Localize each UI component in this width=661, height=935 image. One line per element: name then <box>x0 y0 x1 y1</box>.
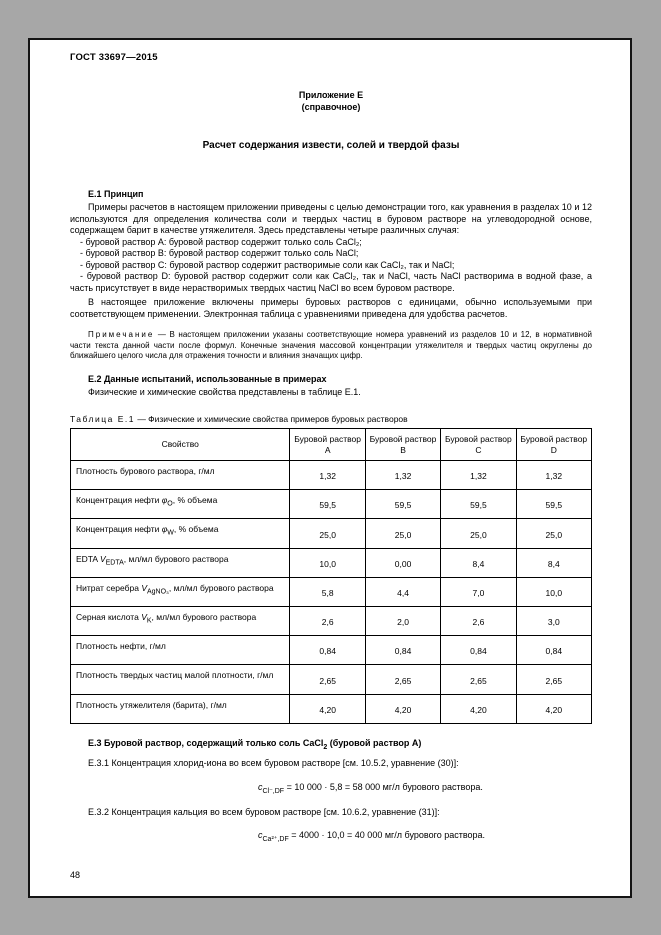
table-cell: 0,84 <box>365 636 440 665</box>
paragraph-e1-intro: Примеры расчетов в настоящем приложении приведены с целью демонстрации того, как уравнения в разделах 10 и 12 используются для определения количества соли и твердых частиц в буровом растворе на углеводородной основе, содержащем барит в качестве утяжелителя. Здесь представлены четыре различных случая: <box>70 202 592 235</box>
table-cell: 59,5 <box>290 490 365 519</box>
table-header-row <box>71 429 592 461</box>
note-label: Примечание <box>88 330 155 339</box>
table-cell: 59,5 <box>441 490 516 519</box>
table-cell: 2,65 <box>441 665 516 694</box>
appendix-line1: Приложение Е <box>298 90 364 100</box>
table-cell: 2,65 <box>290 665 365 694</box>
table-row-label: Концентрация нефти $\varphi_O$, % объема <box>71 490 290 519</box>
table-row-label: Плотность бурового раствора, г/мл <box>71 461 290 490</box>
list-item-mud-a: - буровой раствор A: буровой раствор содержит только соль CaCl₂; <box>80 236 362 247</box>
table-row <box>71 461 592 490</box>
table-row <box>71 606 592 635</box>
table-row <box>71 694 592 723</box>
section-e3-heading: Е.3 Буровой раствор, содержащий только соль CaCl$_2$ (буровой раствор A) <box>88 737 422 751</box>
table-row <box>71 490 592 519</box>
table-caption-text: — Физические и химические свойства примеров буровых растворов <box>134 414 408 424</box>
formula-e32: $c_{Ca^{2+},DF} = 4000 \cdot 10,0 = 40$ 000 мг/л бурового раствора. <box>258 830 486 844</box>
note <box>70 330 592 362</box>
table-row-label: Плотность утяжелителя (барита), г/мл <box>71 694 290 723</box>
table-row-label: Плотность твердых частиц малой плотности, г/мл <box>71 665 290 694</box>
table-header-mud-a: Буровой раствор A <box>290 429 365 461</box>
table-cell: 5,8 <box>290 577 365 606</box>
paragraph-e32: Е.3.2 Концентрация кальция во всем буровом растворе [см. 10.6.2, уравнение (31)]: <box>88 806 440 817</box>
list-item-mud-c: - буровой раствор C: буровой раствор содержит растворимые соли как CaCl₂, так и NaCl; <box>80 259 455 270</box>
properties-table <box>70 428 592 724</box>
table-header-mud-b: Буровой раствор B <box>365 429 440 461</box>
list-item-mud-d: - буровой раствор D: буровой раствор содержит соли как CaCl₂, так и NaCl, часть NaCl растворима в водной фазе, а часть присутствует в виде нерастворимых твердых частиц NaCl во всем буровом растворе. <box>70 271 592 293</box>
table-header-mud-d: Буровой раствор D <box>516 429 591 461</box>
page-number: 48 <box>70 870 81 880</box>
document-title: Расчет содержания извести, солей и твердой фазы <box>202 140 460 151</box>
table-cell: 2,65 <box>516 665 591 694</box>
table-cell: 0,00 <box>365 548 440 577</box>
list-item-mud-b: - буровой раствор B: буровой раствор содержит только соль NaCl; <box>80 248 359 258</box>
table-cell: 2,65 <box>365 665 440 694</box>
table-cell: 25,0 <box>516 519 591 548</box>
paragraph-e2: Физические и химические свойства представлены в таблице Е.1. <box>88 386 361 397</box>
paragraph-e1-units: В настоящее приложение включены примеры буровых растворов с единицами, обычно используемыми при соответствующем применении. Электронная таблица с уравнениями приведена для удобства расчетов. <box>70 297 592 319</box>
table-cell: 4,20 <box>441 694 516 723</box>
table-cell: 25,0 <box>290 519 365 548</box>
section-e2-heading: Е.2 Данные испытаний, использованные в примерах <box>88 373 327 384</box>
table-row-label: Нитрат серебра $V_{AgNO_3}$, мл/мл бурового раствора <box>71 577 290 606</box>
table-row <box>71 548 592 577</box>
table-row <box>71 665 592 694</box>
paragraph-e31: Е.3.1 Концентрация хлорид-иона во всем буровом растворе [см. 10.5.2, уравнение (30)]: <box>88 758 459 769</box>
table-cell: 4,4 <box>365 577 440 606</box>
table-cell: 4,20 <box>290 694 365 723</box>
table-row-label: Концентрация нефти $\varphi_W$, % объема <box>71 519 290 548</box>
table-cell: 0,84 <box>441 636 516 665</box>
table-cell: 8,4 <box>441 548 516 577</box>
table-header-property: Свойство <box>71 429 290 461</box>
table-header-mud-c: Буровой раствор C <box>441 429 516 461</box>
document-page <box>28 38 632 898</box>
table-row <box>71 519 592 548</box>
appendix-heading <box>70 90 592 113</box>
table-cell: 2,6 <box>290 606 365 635</box>
table-cell: 1,32 <box>365 461 440 490</box>
table-cell: 25,0 <box>365 519 440 548</box>
table-cell: 25,0 <box>441 519 516 548</box>
table-cell: 0,84 <box>290 636 365 665</box>
table-row <box>71 636 592 665</box>
table-caption <box>70 414 592 424</box>
table-cell: 1,32 <box>441 461 516 490</box>
table-cell: 2,6 <box>441 606 516 635</box>
table-cell: 10,0 <box>516 577 591 606</box>
section-e1-heading: Е.1 Принцип <box>88 189 144 199</box>
table-cell: 10,0 <box>290 548 365 577</box>
table-cell: 59,5 <box>516 490 591 519</box>
table-cell: 0,84 <box>516 636 591 665</box>
table-row-label: Плотность нефти, г/мл <box>71 636 290 665</box>
appendix-line2: (справочное) <box>301 101 361 112</box>
table-cell: 59,5 <box>365 490 440 519</box>
table-cell: 2,0 <box>365 606 440 635</box>
table-cell: 4,20 <box>365 694 440 723</box>
table-row-label: Серная кислота $V_K$, мл/мл бурового раствора <box>71 606 290 635</box>
table-cell: 7,0 <box>441 577 516 606</box>
table-caption-label: Таблица Е.1 <box>70 414 135 424</box>
table-cell: 4,20 <box>516 694 591 723</box>
doc-number: ГОСТ 33697—2015 <box>70 52 158 63</box>
table-row-label: EDTA $V_{EDTA}$, мл/мл бурового раствора <box>71 548 290 577</box>
table-cell: 8,4 <box>516 548 591 577</box>
formula-e31: $c_{Cl^-,DF} = 10$ 000 · 5,8 = 58 000 мг/л бурового раствора. <box>258 781 483 795</box>
table-cell: 3,0 <box>516 606 591 635</box>
table-cell: 1,32 <box>516 461 591 490</box>
table-cell: 1,32 <box>290 461 365 490</box>
note-text: — В настоящем приложении указаны соответствующие номера уравнений из разделов 10 и 12, в нормативной части текста данной части после формул. Конечные значения массовой концентрации утяжелителя и твердых частиц округлены до ближайшего целого числа для отражения точности и влияния значащих цифр. <box>70 330 592 360</box>
table-row <box>71 577 592 606</box>
